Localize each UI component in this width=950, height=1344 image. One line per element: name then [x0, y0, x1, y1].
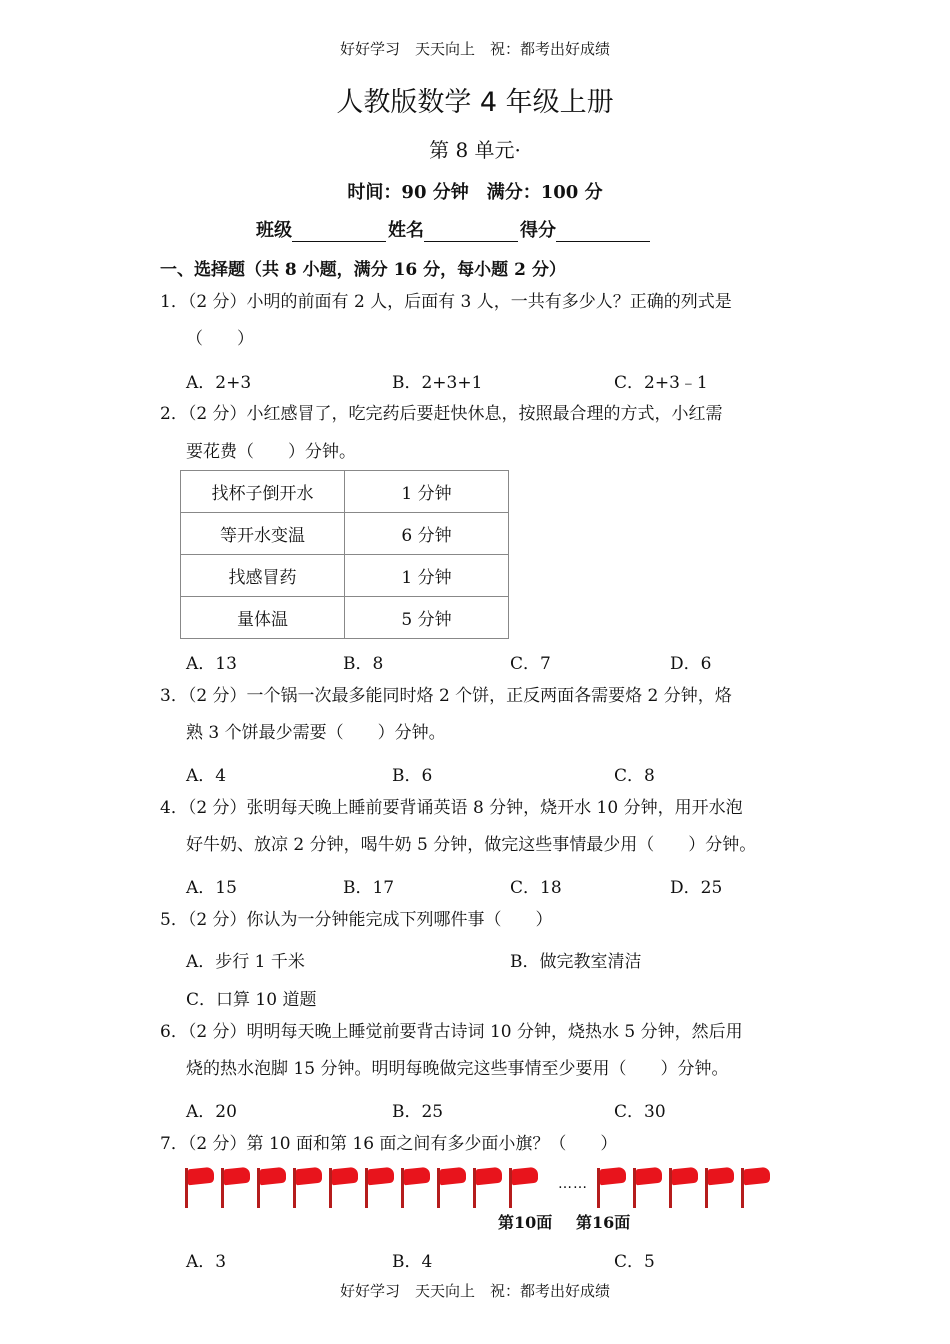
q7-option-a: A．3	[186, 1252, 227, 1272]
q3-option-c: C．8	[614, 766, 655, 786]
red-flag-icon	[182, 1166, 216, 1210]
table-cell-time: 1 分钟	[345, 471, 509, 513]
table-cell-time: 1 分钟	[345, 555, 509, 597]
q5-option-c: C．口算 10 道题	[186, 990, 317, 1010]
section-title: 一、选择题（共 8 小题，满分 16 分，每小题 2 分）	[160, 260, 566, 280]
q7-line1: 7．（2 分）第 10 面和第 16 面之间有多少面小旗？（ ）	[160, 1134, 618, 1154]
red-flag-icon	[398, 1166, 432, 1210]
red-flag-icon	[594, 1166, 628, 1210]
q3-line2: 熟 3 个饼最少需要（ ）分钟。	[186, 723, 446, 743]
q7-flag-row-figure	[182, 1166, 782, 1236]
class-blank	[292, 223, 386, 242]
table-row	[181, 471, 509, 513]
table-row	[181, 597, 509, 639]
page-title: 人教版数学 4 年级上册	[336, 87, 614, 118]
table-cell-time: 5 分钟	[345, 597, 509, 639]
q1-line2: （ ）	[186, 329, 254, 349]
table-cell-task: 等开水变温	[181, 513, 345, 555]
q5-option-b: B．做完教室清洁	[510, 952, 642, 972]
q2-option-a: A．13	[186, 654, 237, 674]
table-cell-time: 6 分钟	[345, 513, 509, 555]
red-flag-icon	[290, 1166, 324, 1210]
red-flag-icon	[218, 1166, 252, 1210]
q4-line1: 4．（2 分）张明每天晚上睡前要背诵英语 8 分钟，烧开水 10 分钟，用开水泡	[160, 798, 743, 818]
table-row	[181, 513, 509, 555]
q2-line1: 2．（2 分）小红感冒了，吃完药后要赶快休息，按照最合理的方式，小红需	[160, 404, 723, 424]
q4-option-b: B．17	[343, 878, 395, 898]
table-row	[181, 555, 509, 597]
q2-line2: 要花费（ ）分钟。	[186, 442, 356, 462]
table-cell-task: 量体温	[181, 597, 345, 639]
table-cell-task: 找感冒药	[181, 555, 345, 597]
q4-option-c: C．18	[510, 878, 562, 898]
unit-subtitle: 第 8 单元·	[429, 138, 521, 162]
class-label: 班级	[256, 220, 292, 241]
q1-line1: 1．（2 分）小明的前面有 2 人，后面有 3 人，一共有多少人？正确的列式是	[160, 292, 732, 312]
q6-option-b: B．25	[392, 1102, 444, 1122]
q2-option-b: B．8	[343, 654, 384, 674]
red-flag-icon	[470, 1166, 504, 1210]
time-info: 时间：90 分钟 满分：100 分	[347, 182, 603, 203]
q3-line1: 3．（2 分）一个锅一次最多能同时烙 2 个饼，正反两面各需要烙 2 分钟，烙	[160, 686, 732, 706]
q4-option-d: D．25	[670, 878, 723, 898]
table-cell-task: 找杯子倒开水	[181, 471, 345, 513]
q4-option-a: A．15	[186, 878, 237, 898]
red-flag-icon	[702, 1166, 736, 1210]
q6-line1: 6．（2 分）明明每天晚上睡觉前要背古诗词 10 分钟，烧热水 5 分钟，然后用	[160, 1022, 743, 1042]
q5-line1: 5．（2 分）你认为一分钟能完成下列哪件事（ ）	[160, 910, 553, 930]
q7-label-10th: 第10面	[498, 1213, 553, 1232]
q1-option-a: A．2+3	[186, 373, 252, 393]
red-flag-icon	[738, 1166, 772, 1210]
red-flag-icon	[362, 1166, 396, 1210]
q3-option-b: B．6	[392, 766, 433, 786]
score-label: 得分	[520, 220, 556, 241]
red-flag-icon	[434, 1166, 468, 1210]
q7-ellipsis: ……	[558, 1176, 588, 1192]
red-flag-icon	[326, 1166, 360, 1210]
student-info-fields	[256, 216, 652, 242]
name-label: 姓名	[388, 220, 424, 241]
q7-label-16th: 第16面	[576, 1213, 631, 1232]
q6-line2: 烧的热水泡脚 15 分钟。明明每晚做完这些事情至少要用（ ）分钟。	[186, 1059, 729, 1079]
q3-option-a: A．4	[186, 766, 227, 786]
page-header: 好好学习 天天向上 祝：都考出好成绩	[339, 40, 610, 58]
q5-option-a: A．步行 1 千米	[186, 952, 305, 972]
name-blank	[424, 223, 518, 242]
red-flag-icon	[254, 1166, 288, 1210]
red-flag-icon	[666, 1166, 700, 1210]
q2-option-c: C．7	[510, 654, 551, 674]
q7-option-b: B．4	[392, 1252, 433, 1272]
q6-option-c: C．30	[614, 1102, 666, 1122]
q4-line2: 好牛奶、放凉 2 分钟，喝牛奶 5 分钟，做完这些事情最少用（ ）分钟。	[186, 835, 757, 855]
q1-option-c: C．2+3﹣1	[614, 373, 708, 393]
q1-option-b: B．2+3+1	[392, 373, 483, 393]
red-flag-icon	[506, 1166, 540, 1210]
red-flag-icon	[630, 1166, 664, 1210]
q7-option-c: C．5	[614, 1252, 655, 1272]
q6-option-a: A．20	[186, 1102, 237, 1122]
q2-time-table	[180, 470, 509, 639]
score-blank	[556, 223, 650, 242]
q2-option-d: D．6	[670, 654, 712, 674]
page-footer: 好好学习 天天向上 祝：都考出好成绩	[339, 1282, 610, 1300]
